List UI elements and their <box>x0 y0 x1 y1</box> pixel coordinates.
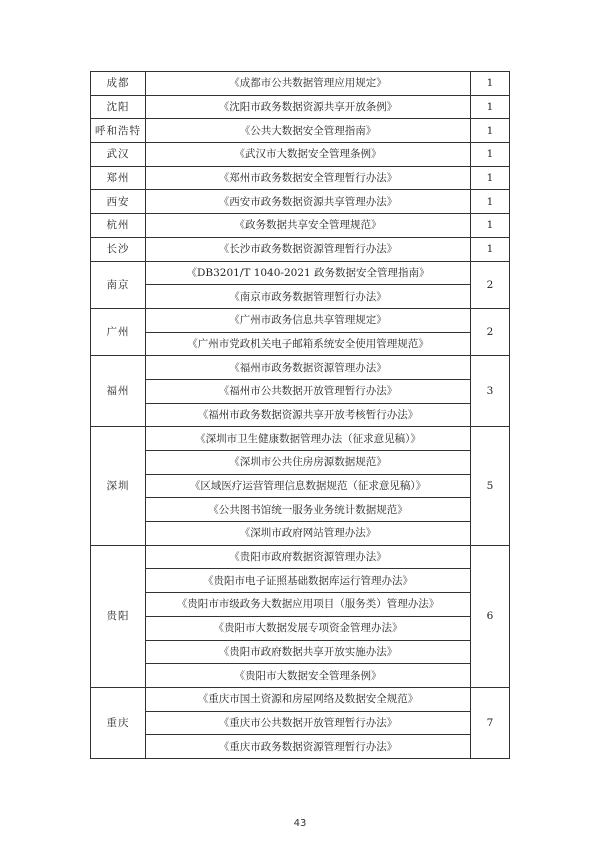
page-number: 43 <box>293 818 307 829</box>
document-count-cell: 3 <box>471 356 510 427</box>
document-count-cell: 2 <box>471 308 510 355</box>
document-count-cell: 1 <box>471 119 510 143</box>
table-row <box>91 190 510 214</box>
city-cell: 深圳 <box>91 427 146 545</box>
document-title-cell: 《DB3201/T 1040-2021 政务数据安全管理指南》 <box>146 261 471 285</box>
document-title-cell: 《贵阳市大数据发展专项资金管理办法》 <box>146 616 471 640</box>
document-title-cell: 《福州市政务数据资源管理办法》 <box>146 356 471 380</box>
document-count-cell: 1 <box>471 95 510 119</box>
table-row <box>91 285 510 309</box>
city-cell: 长沙 <box>91 237 146 261</box>
table-row <box>91 640 510 664</box>
city-cell: 沈阳 <box>91 95 146 119</box>
document-title-cell: 《贵阳市市级政务大数据应用项目（服务类）管理办法》 <box>146 593 471 617</box>
document-title-cell: 《贵阳市政府数据资源管理办法》 <box>146 545 471 569</box>
city-cell: 南京 <box>91 261 146 308</box>
document-title-cell: 《重庆市国土资源和房屋网络及数据安全规范》 <box>146 687 471 711</box>
table-row <box>91 119 510 143</box>
document-title-cell: 《成都市公共数据管理应用规定》 <box>146 72 471 96</box>
table-row <box>91 143 510 167</box>
document-title-cell: 《沈阳市政务数据资源共享开放条例》 <box>146 95 471 119</box>
document-title-cell: 《贵阳市政府数据共享开放实施办法》 <box>146 640 471 664</box>
city-cell: 武汉 <box>91 143 146 167</box>
city-cell: 杭州 <box>91 214 146 238</box>
city-cell: 福州 <box>91 356 146 427</box>
table-row <box>91 451 510 475</box>
document-count-cell: 5 <box>471 427 510 545</box>
table-row <box>91 72 510 96</box>
table-row <box>91 522 510 546</box>
table-row <box>91 569 510 593</box>
document-title-cell: 《公共大数据安全管理指南》 <box>146 119 471 143</box>
table-row <box>91 261 510 285</box>
document-title-cell: 《郑州市政务数据安全管理暂行办法》 <box>146 166 471 190</box>
table-row <box>91 545 510 569</box>
document-count-cell: 1 <box>471 237 510 261</box>
document-title-cell: 《武汉市大数据安全管理条例》 <box>146 143 471 167</box>
table-row <box>91 214 510 238</box>
document-title-cell: 《重庆市政务数据资源管理暂行办法》 <box>146 735 471 759</box>
document-title-cell: 《广州市党政机关电子邮箱系统安全使用管理规范》 <box>146 332 471 356</box>
document-title-cell: 《西安市政务数据资源共享管理办法》 <box>146 190 471 214</box>
table-row <box>91 237 510 261</box>
city-cell: 贵阳 <box>91 545 146 687</box>
document-count-cell: 6 <box>471 545 510 687</box>
document-count-cell: 1 <box>471 143 510 167</box>
document-title-cell: 《深圳市公共住房房源数据规范》 <box>146 451 471 475</box>
table-row <box>91 332 510 356</box>
document-count-cell: 7 <box>471 687 510 758</box>
table-row <box>91 593 510 617</box>
document-title-cell: 《贵阳市大数据安全管理条例》 <box>146 664 471 688</box>
document-title-cell: 《福州市公共数据开放管理暂行办法》 <box>146 379 471 403</box>
table-row <box>91 403 510 427</box>
table-row <box>91 711 510 735</box>
document-title-cell: 《南京市政务数据管理暂行办法》 <box>146 285 471 309</box>
table-row <box>91 166 510 190</box>
document-count-cell: 2 <box>471 261 510 308</box>
policy-table <box>90 71 510 759</box>
table-row <box>91 356 510 380</box>
document-title-cell: 《区域医疗运营管理信息数据规范（征求意见稿）》 <box>146 474 471 498</box>
document-title-cell: 《福州市政务数据资源共享开放考核暂行办法》 <box>146 403 471 427</box>
city-cell: 郑州 <box>91 166 146 190</box>
city-cell: 重庆 <box>91 687 146 758</box>
city-cell: 呼和浩特 <box>91 119 146 143</box>
city-cell: 西安 <box>91 190 146 214</box>
document-count-cell: 1 <box>471 214 510 238</box>
document-title-cell: 《深圳市政府网站管理办法》 <box>146 522 471 546</box>
document-title-cell: 《重庆市公共数据开放管理暂行办法》 <box>146 711 471 735</box>
table-row <box>91 687 510 711</box>
city-cell: 成都 <box>91 72 146 96</box>
table-row <box>91 95 510 119</box>
document-title-cell: 《公共图书馆统一服务业务统计数据规范》 <box>146 498 471 522</box>
document-title-cell: 《贵阳市电子证照基础数据库运行管理办法》 <box>146 569 471 593</box>
table-row <box>91 664 510 688</box>
table-row <box>91 308 510 332</box>
table-row <box>91 474 510 498</box>
document-title-cell: 《深圳市卫生健康数据管理办法（征求意见稿）》 <box>146 427 471 451</box>
document-count-cell: 1 <box>471 166 510 190</box>
document-title-cell: 《广州市政务信息共享管理规定》 <box>146 308 471 332</box>
table-row <box>91 735 510 759</box>
table-row <box>91 498 510 522</box>
table-row <box>91 427 510 451</box>
table-row <box>91 616 510 640</box>
city-cell: 广州 <box>91 308 146 355</box>
policy-table-body <box>91 72 510 759</box>
document-count-cell: 1 <box>471 72 510 96</box>
document-title-cell: 《政务数据共享安全管理规范》 <box>146 214 471 238</box>
document-count-cell: 1 <box>471 190 510 214</box>
document-title-cell: 《长沙市政务数据资源管理暂行办法》 <box>146 237 471 261</box>
table-row <box>91 379 510 403</box>
